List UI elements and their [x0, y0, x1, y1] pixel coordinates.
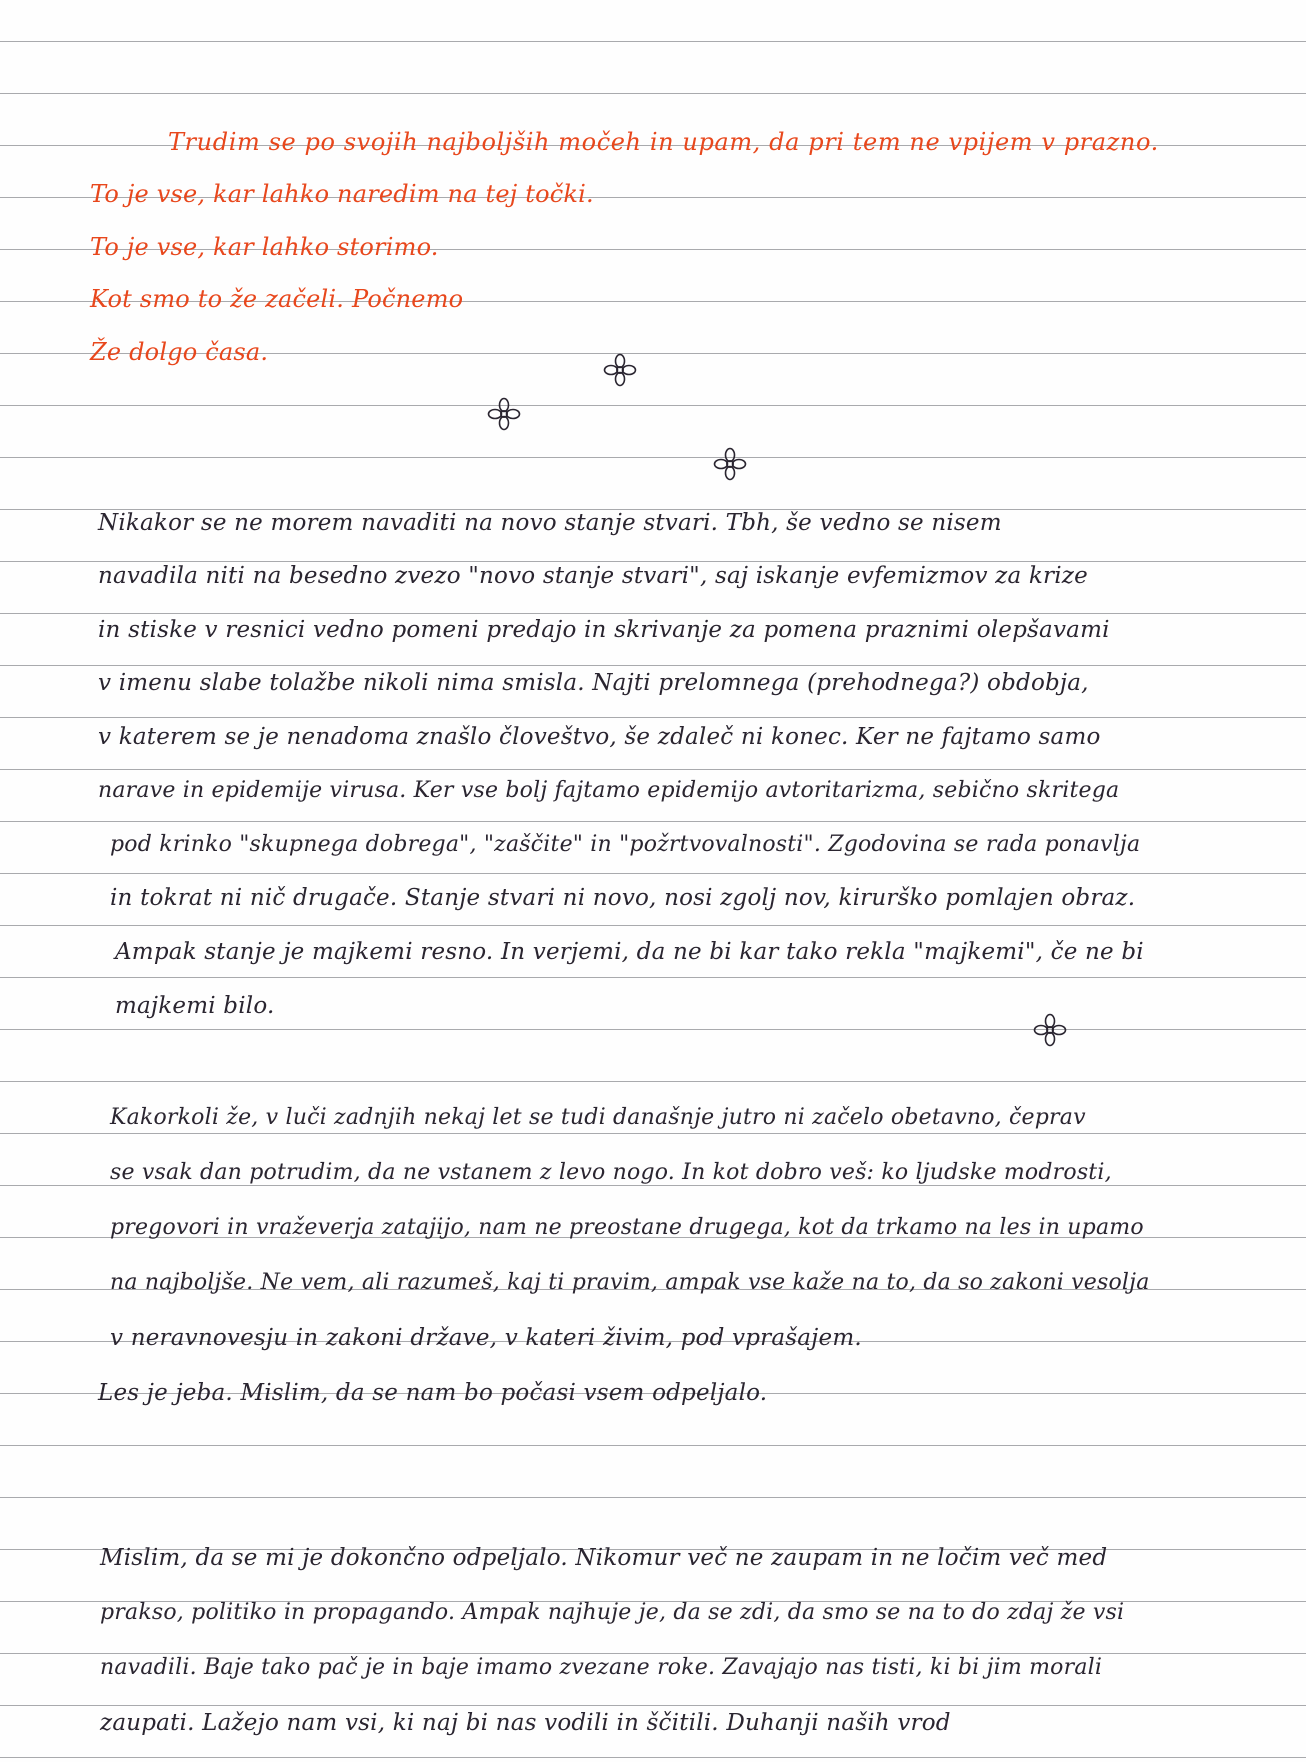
- intro-line: To je vse, kar lahko storimo.: [90, 233, 439, 261]
- paragraph-line: majkemi bilo.: [115, 993, 275, 1019]
- rule-line: [0, 1133, 1306, 1134]
- rule-line: [0, 665, 1306, 666]
- paragraph-line: se vsak dan potrudim, da ne vstanem z levo nogo. In kot dobro veš: ko ljudske modrosti,: [110, 1160, 1112, 1185]
- rule-line: [0, 41, 1306, 42]
- flower-doodle-icon: [1033, 1013, 1067, 1047]
- intro-line: To je vse, kar lahko naredim na tej točki.: [90, 180, 594, 208]
- paragraph-line: v imenu slabe tolažbe nikoli nima smisla. Najti prelomnega (prehodnega?) obdobja,: [98, 670, 1089, 696]
- paragraph-line: na najboljše. Ne vem, ali razumeš, kaj ti pravim, ampak vse kaže na to, da so zakoni vesolja: [110, 1270, 1150, 1295]
- paragraph-line: navadila niti na besedno zvezo "novo stanje stvari", saj iskanje evfemizmov za krize: [98, 563, 1088, 589]
- rule-line: [0, 405, 1306, 406]
- rule-line: [0, 821, 1306, 822]
- paragraph-line: v neravnovesju in zakoni države, v kateri živim, pod vprašajem.: [110, 1325, 862, 1351]
- paragraph-line: pregovori in vraževerja zatajijo, nam ne preostane drugega, kot da trkamo na les in upamo: [110, 1215, 1144, 1240]
- rule-line: [0, 1185, 1306, 1186]
- rule-line: [0, 613, 1306, 614]
- rule-line: [0, 1705, 1306, 1706]
- rule-line: [0, 1653, 1306, 1654]
- paragraph-line: Ampak stanje je majkemi resno. In verjemi, da ne bi kar tako rekla "majkemi", če ne bi: [115, 939, 1144, 965]
- paragraph-line: zaupati. Lažejo nam vsi, ki naj bi nas vodili in ščitili. Duhanji naših vrod: [100, 1710, 951, 1736]
- paragraph-line: v katerem se je nenadoma znašlo človeštvo, še zdaleč ni konec. Ker ne fajtamo samo: [98, 724, 1101, 750]
- rule-line: [0, 769, 1306, 770]
- flower-doodle-icon: [603, 353, 637, 387]
- rule-line: [0, 1029, 1306, 1030]
- rule-line: [0, 977, 1306, 978]
- rule-line: [0, 873, 1306, 874]
- rule-line: [0, 1497, 1306, 1498]
- paragraph-line: in tokrat ni nič drugače. Stanje stvari ni novo, nosi zgolj nov, kirurško pomlajen obraz.: [110, 885, 1136, 911]
- rule-line: [0, 717, 1306, 718]
- flower-doodle-icon: [713, 447, 747, 481]
- intro-line: Trudim se po svojih najboljših močeh in upam, da pri tem ne vpijem v prazno.: [168, 128, 1159, 156]
- rule-line: [0, 925, 1306, 926]
- rule-line: [0, 1445, 1306, 1446]
- intro-line: Kot smo to že začeli. Počnemo: [90, 285, 464, 313]
- paragraph-line: Kakorkoli že, v luči zadnjih nekaj let se tudi današnje jutro ni začelo obetavno, čeprav: [110, 1105, 1086, 1130]
- rule-line: [0, 1081, 1306, 1082]
- intro-line: Že dolgo časa.: [90, 338, 269, 366]
- paragraph-line: Nikakor se ne morem navaditi na novo stanje stvari. Tbh, še vedno se nisem: [98, 510, 1002, 536]
- rule-line: [0, 561, 1306, 562]
- paragraph-line: Les je jeba. Mislim, da se nam bo počasi vsem odpeljalo.: [98, 1380, 768, 1406]
- paragraph-line: in stiske v resnici vedno pomeni predajo in skrivanje za pomena praznimi olepšavami: [98, 617, 1110, 643]
- flower-doodle-icon: [487, 397, 521, 431]
- paragraph-line: pod krinko "skupnega dobrega", "zaščite" in "požrtvovalnosti". Zgodovina se rada ponavlja: [110, 832, 1141, 857]
- paragraph-line: prakso, politiko in propagando. Ampak najhuje je, da se zdi, da smo se na to do zdaj že vsi: [100, 1600, 1125, 1625]
- rule-line: [0, 1757, 1306, 1758]
- paragraph-line: navadili. Baje tako pač je in baje imamo zvezane roke. Zavajajo nas tisti, ki bi jim morali: [100, 1655, 1103, 1680]
- rule-line: [0, 457, 1306, 458]
- paragraph-line: narave in epidemije virusa. Ker vse bolj fajtamo epidemijo avtoritarizma, sebično skritega: [98, 778, 1120, 803]
- rule-line: [0, 93, 1306, 94]
- paragraph-line: Mislim, da se mi je dokončno odpeljalo. Nikomur več ne zaupam in ne ločim več med: [100, 1545, 1108, 1571]
